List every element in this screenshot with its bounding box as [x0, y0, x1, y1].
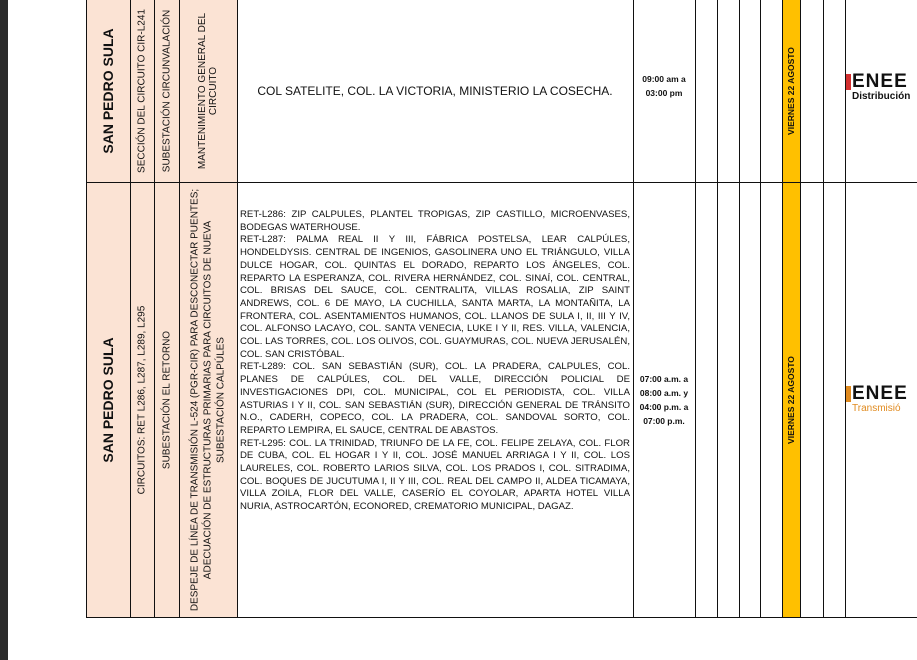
grid-line — [237, 0, 238, 618]
row1-hours-cell — [633, 72, 695, 100]
affected-areas — [237, 182, 633, 514]
circuit-label: SECCIÓN DEL CIRCUITO CIR-L241 — [136, 9, 148, 173]
hours-line: 09:00 am a — [642, 74, 686, 84]
circuit-areas-paragraph: RET-L295: COL. LA TRINIDAD, TRIUNFO DE LA FE, COL. FELIPE ZELAYA, COL. FLOR DE CUBA, COL. EL HOGAR I Y II, COL. JOSÉ MANUEL ARRIAGA I Y II, COL. LOS LAURELES, COL. ROBERTO LARIOS SILVA, COL. LOS PRADOS I, COL. SITRADIMA, COL. BOQUES DE JUCUTUMA I, II Y III, COL. REAL DEL CAMPO II, ALDEA TICAMAYA, VILLA ZOILA, FLOR DEL VALLE, CASERÍO EL COYOLAR, APARTA HOTEL VILLA NURIA, ASTROCARTÓN, ECONORED, CREMATORIO MUNICIPAL, DAGAZ. — [240, 437, 630, 513]
grid-line — [154, 0, 155, 618]
hours-line: 07:00 p.m. — [643, 416, 685, 426]
logo-name: ENEE — [852, 71, 908, 92]
hours-line: 07:00 a.m. a — [639, 374, 689, 384]
grid-line — [130, 0, 131, 618]
row1-day-cell — [782, 0, 800, 182]
grid-line — [695, 0, 696, 618]
logo-subtitle: Distribución — [852, 91, 911, 102]
row1-circuit-cell — [130, 0, 154, 182]
day-label: VIERNES 22 AGOSTO — [786, 47, 796, 135]
grid-line — [800, 0, 801, 618]
grid-line — [717, 0, 718, 618]
row2-work-cell — [179, 182, 237, 618]
row2-substation-cell — [154, 182, 179, 618]
outage-schedule-table — [86, 0, 917, 618]
window-edge — [0, 0, 8, 660]
circuit-areas-paragraph: RET-L286: ZIP CALPULES, PLANTEL TROPIGAS, ZIP CASTILLO, MICROENVASES, BODEGAS WATERHOUSE. — [240, 209, 630, 233]
substation-label: SUBESTACIÓN CIRCUNVALACIÓN — [161, 9, 172, 173]
row1-colonias-cell — [237, 0, 633, 182]
grid-line — [179, 0, 180, 618]
enee-transmision-logo — [846, 384, 908, 414]
grid-line — [86, 617, 917, 618]
city-label: SAN PEDRO SULA — [100, 28, 116, 154]
work-description: DESPEJE DE LÍNEA DE TRANSMISIÓN L-524 (PGR-CIR) PARA DESCONECTAR PUENTES; ADECUACIÓN DE ESTRUCTURAS PRIMARIAS PARA CIRCUITOS DE NUEVA SUBESTACIÓN CALPÚLES — [189, 188, 227, 612]
row2-day-cell — [782, 182, 800, 618]
row1-city-cell — [86, 0, 130, 182]
grid-line — [739, 0, 740, 618]
hours-line: 08:00 a.m. y — [639, 388, 689, 398]
circuit-label: CIRCUITOS: RET L286, L287, L289, L295 — [136, 305, 148, 495]
circuit-areas-paragraph: RET-L289: COL. SAN SEBASTIÁN (SUR), COL. LA PRADERA, CALPULES, COL. PLANES DE CALPÚLES, COL. DEL VALLE, DIRECCIÓN POLICIAL DE INVESTIGACIONES DPI, COL. MUNICIPAL, COL EL PERIODISTA, COL. VILLA ASTURIAS I Y II, COL. SAN SEBASTIÁN (SUR), DIRECCIÓN GENERAL DE TRÁNSITO N.O., CADERH, COPECO, COL. LA PRADERA, COL. SANDOVAL SORTO, COL. REPARTO LEMPIRA, EL SAUCE, CENTRAL DE ABASTOS. — [240, 361, 630, 436]
enee-mark-icon — [846, 74, 851, 90]
grid-line — [823, 0, 824, 618]
work-description: MANTENIMIENTO GENERAL DEL CIRCUITO — [197, 12, 219, 170]
hours-line: 04:00 p.m. a — [639, 402, 689, 412]
logo-subtitle: Transmisió — [852, 403, 901, 414]
grid-line — [760, 0, 761, 618]
row1-substation-cell — [154, 0, 179, 182]
grid-line — [86, 182, 917, 183]
hours-line: 03:00 pm — [645, 88, 683, 98]
affected-areas: COL SATELITE, COL. LA VICTORIA, MINISTERIO LA COSECHA. — [257, 84, 613, 98]
grid-line — [86, 0, 87, 618]
city-label: SAN PEDRO SULA — [100, 337, 116, 463]
grid-line — [845, 0, 846, 618]
enee-distribucion-logo — [846, 72, 910, 102]
logo-name: ENEE — [852, 383, 908, 404]
row1-work-cell — [179, 0, 237, 182]
row2-circuit-cell — [130, 182, 154, 618]
row2-colonias-cell — [237, 182, 633, 618]
substation-label: SUBESTACIÓN EL RETORNO — [161, 330, 172, 470]
day-label: VIERNES 22 AGOSTO — [786, 356, 796, 444]
row2-hours-cell — [633, 372, 695, 428]
grid-line — [633, 0, 634, 618]
circuit-areas-paragraph: RET-L287: PALMA REAL II Y III, FÁBRICA POSTELSA, LEAR CALPÚLES, HONDELDYSIS. CENTRAL DE INGENIOS, GASOLINERA UNO EL TRIÁNGULO, VILLA DULCE HOGAR, COL. QUINTAS EL DORADO, REPARTO LOS ÁNGELES, COL. REPARTO LA ESPERANZA, COL. RIVERA HERNÁNDEZ, COL. SINAÍ, COL. CENTRAL, COL. BRISAS DEL SAUCE, COL. CENTRALITA, VILLAS ROSALIA, ZIP SAINT ANDREWS, COL. 6 DE MAYO, LA CUCHILLA, SANTA MARTA, LA MONTAÑITA, LA FRONTERA, COL. ASENTAMIENTOS HUMANOS, COL. LLANOS DE SULA I, II, III Y IV, COL. ALFONSO LACAYO, COL. SANTA VENECIA, LUKE I Y II, RES. VILLA, VALENCIA, COL. LAS TORRES, COL. LOS OLIVOS, COL. GUAYMURAS, COL. NUEVA JERUSALÉN, COL. SAN CRISTÓBAL. — [240, 234, 630, 360]
grid-line — [782, 0, 783, 618]
enee-mark-icon — [846, 386, 851, 402]
row2-city-cell — [86, 182, 130, 618]
